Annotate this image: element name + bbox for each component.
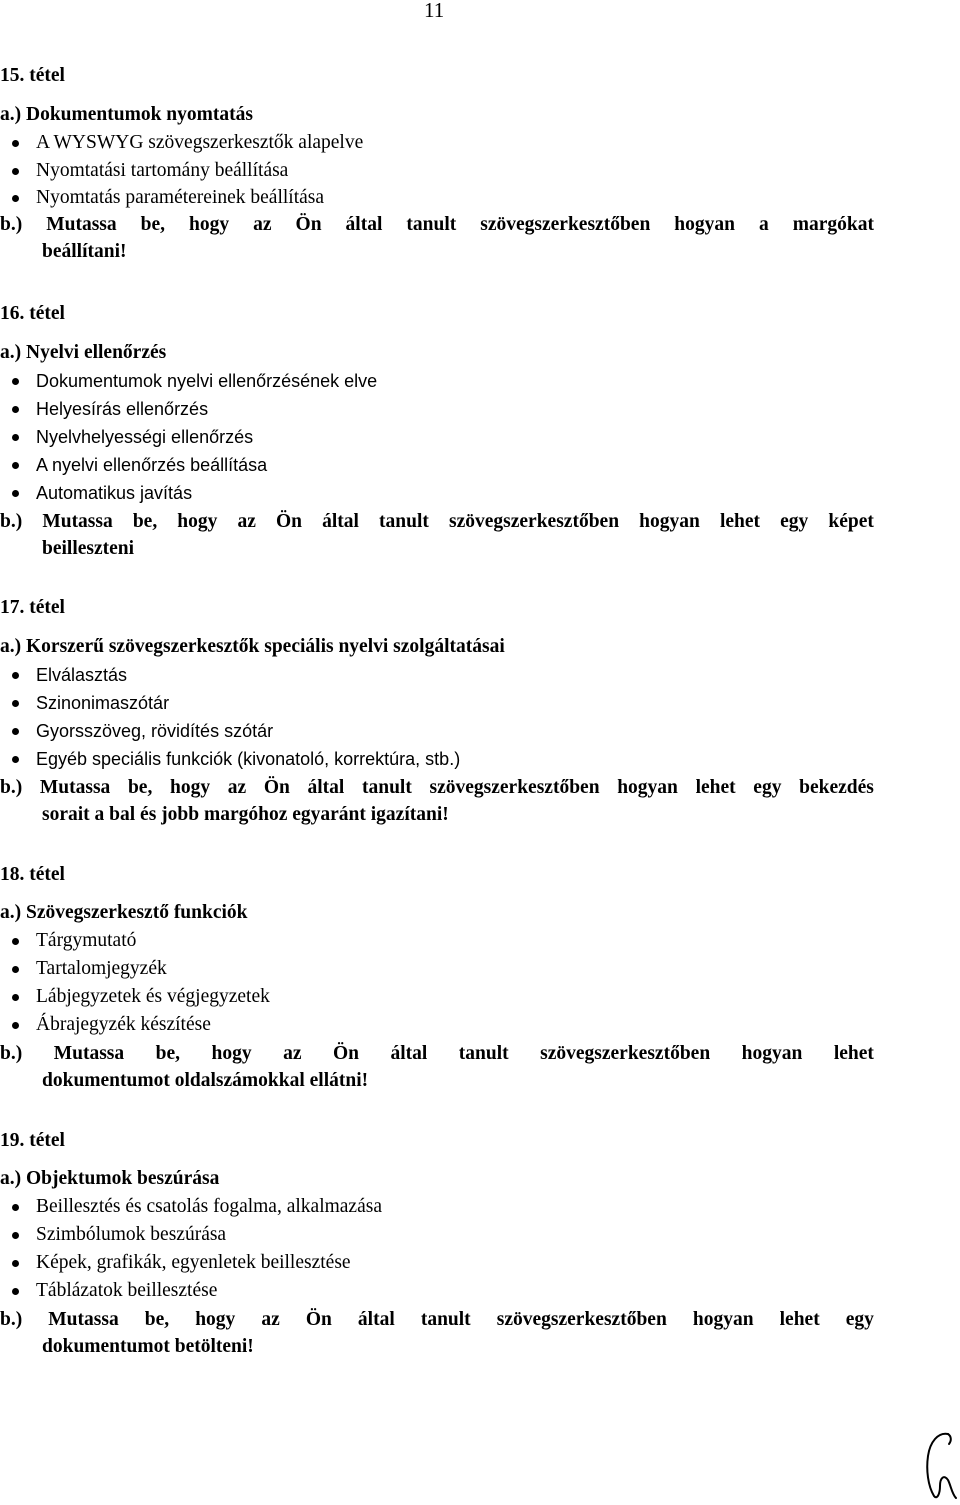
task-line-1: b.) Mutassa be, hogy az Ön által tanult szövegszerkesztőben hogyan lehet egy [0,1309,874,1330]
bullet-icon [12,434,19,441]
task-line-2: beállítani! [42,241,127,262]
bullet-icon [12,728,19,735]
bullet-icon [12,1022,19,1029]
signature-mark [918,1428,958,1504]
bullet-icon [12,1232,19,1239]
bullet-icon [12,1204,19,1211]
task-line-1: b.) Mutassa be, hogy az Ön által tanult szövegszerkesztőben hogyan lehet egy bekezdés [0,777,874,798]
bullet-icon [12,462,19,469]
bullet-icon [12,1260,19,1267]
bullet-icon [12,195,19,202]
part-a-heading: a.) Nyelvi ellenőrzés [0,342,167,363]
task-line-2: dokumentumot betölteni! [42,1336,254,1357]
section-title: 18. tétel [0,864,65,885]
task-line-2: beilleszteni [42,538,135,559]
task-line-2: sorait a bal és jobb margóhoz egyaránt igazítani! [42,804,449,825]
bullet-icon [12,378,19,385]
task-line-1: b.) Mutassa be, hogy az Ön által tanult szövegszerkesztőben hogyan lehet [0,1043,874,1064]
bullet-icon [12,700,19,707]
task-line-2: dokumentumot oldalszámokkal ellátni! [42,1070,369,1091]
part-b-task [0,1306,874,1360]
bullet-icon [12,756,19,763]
task-line-1: b.) Mutassa be, hogy az Ön által tanult szövegszerkesztőben hogyan a margókat [0,214,874,235]
part-a-heading: a.) Dokumentumok nyomtatás [0,104,253,125]
section-title: 15. tétel [0,65,65,86]
part-a-heading: a.) Objektumok beszúrása [0,1168,220,1189]
bullet-icon [12,966,19,973]
part-a-heading: a.) Korszerű szövegszerkesztők speciális nyelvi szolgáltatásai [0,636,505,657]
section-title: 16. tétel [0,303,65,324]
part-b-task [0,774,874,828]
bullet-icon [12,672,19,679]
bullet-icon [12,406,19,413]
bullet-icon [12,490,19,497]
page-number: 11 [424,0,445,22]
bullet-icon [12,140,19,147]
bullet-icon [12,994,19,1001]
part-b-task [0,211,874,265]
task-line-1: b.) Mutassa be, hogy az Ön által tanult szövegszerkesztőben hogyan lehet egy képet [0,511,874,532]
section-title: 17. tétel [0,597,65,618]
bullet-icon [12,938,19,945]
section-title: 19. tétel [0,1130,65,1151]
part-b-task [0,1040,874,1094]
part-b-task [0,508,874,562]
bullet-icon [12,168,19,175]
bullet-icon [12,1288,19,1295]
part-a-heading: a.) Szövegszerkesztő funkciók [0,902,248,923]
